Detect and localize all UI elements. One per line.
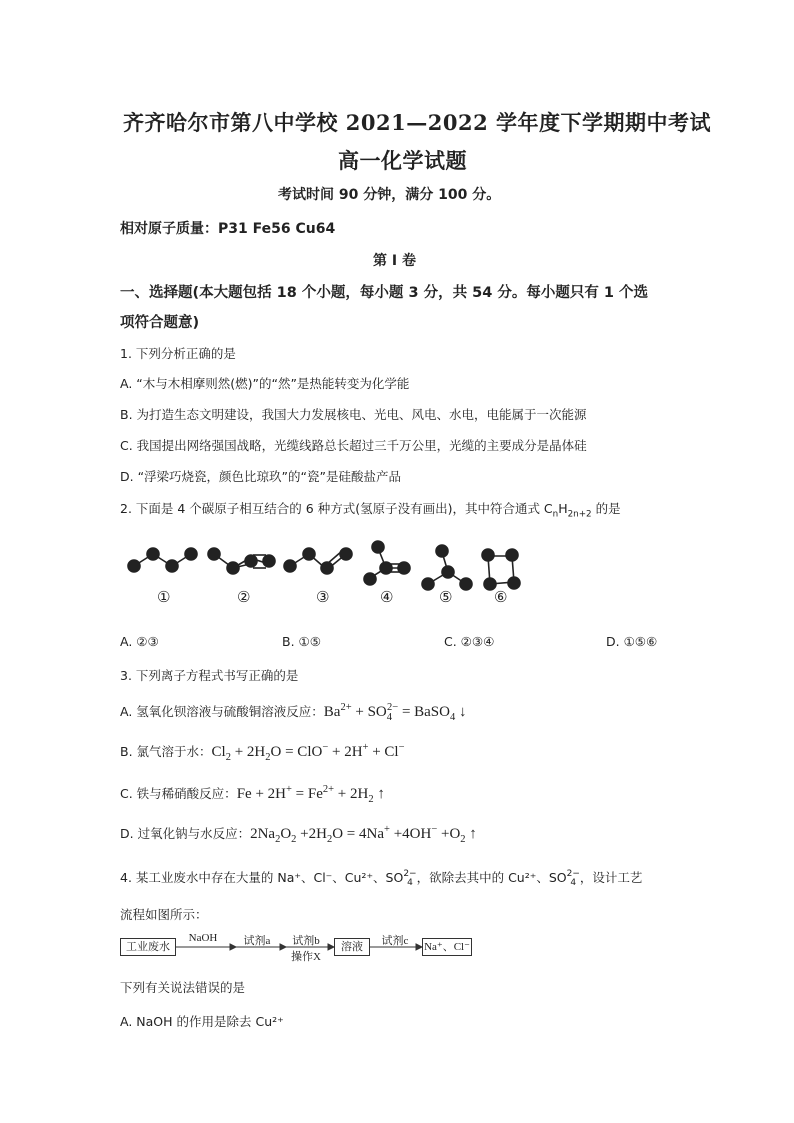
flow-arrows (172, 938, 472, 958)
q3-equation-a: $Ba^{2+} + SO_4^{2-}$ = BaSO$_4$ ↓ (323, 702, 467, 723)
structure-label-4: ④ (380, 588, 394, 606)
q1-stem: 1. 下列分析正确的是 (120, 346, 236, 361)
q3-equation-d: $2Na_2O_2 +2H_2O = 4Na^+ +4OH^- +O_2$ ↑ (250, 824, 477, 845)
q2-option-c: C. ②③④ (444, 634, 495, 649)
exam-title: 齐齐哈尔市第八中学校 2021—2022 学年度下学期期中考试 (123, 110, 712, 135)
flow-step3-top-label: 试剂b (292, 935, 320, 947)
q1-option-c: C. 我国提出网络强国战略，光缆线路总长超过三千万公里，光缆的主要成分是晶体硅 (120, 438, 587, 453)
atomic-mass: 相对原子质量：P31 Fe56 Cu64 (120, 221, 336, 237)
carbon-structures-figure (122, 538, 542, 618)
flow-end-box: Na⁺、Cl⁻ (422, 938, 472, 956)
flow-step4-label: 试剂c (381, 935, 409, 947)
q1-option-a: A. “木与木相摩则然(燃)”的“然”是热能转变为化学能 (120, 376, 410, 391)
flow-mid-box: 溶液 (334, 938, 370, 956)
q3-option-a: A. 氢氧化钡溶液与硫酸铜溶液反应：$Ba^{2+} + SO_4^{2-}$ = BaSO$_4$ ↓ (120, 702, 467, 723)
q3-equation-b: $Cl_2 + 2H_2O = ClO^- + 2H^+ + Cl^-$ (211, 742, 405, 763)
q4-stem-line2: 流程如图所示： (120, 907, 208, 922)
flow-start-box: 工业废水 (120, 938, 176, 956)
structure-label-6: ⑥ (494, 588, 508, 606)
q2-option-d: D. ①⑤⑥ (606, 634, 658, 649)
q2-option-a: A. ②③ (120, 634, 159, 649)
q4-stem: 4. 某工业废水中存在大量的 Na⁺、Cl⁻、Cu²⁺、SO2− 4 ，欲除去其中的 Cu²⁺、SO2− 4 ，设计工艺 (120, 868, 643, 888)
q2-option-b: B. ①⑤ (282, 634, 321, 649)
flow-step1-label: NaOH (188, 932, 218, 944)
q4-question: 下列有关说法错误的是 (120, 980, 246, 995)
q1-option-b: B. 为打造生态文明建设，我国大力发展核电、光电、风电、水电，电能属于一次能源 (120, 407, 587, 422)
structure-label-3: ③ (316, 588, 330, 606)
section-heading-line1: 一、选择题(本大题包括 18 个小题，每小题 3 分，共 54 分。每小题只有 1 个选 (120, 285, 649, 301)
exam-subtitle: 高一化学试题 (338, 148, 467, 173)
q4-option-a: A. NaOH 的作用是除去 Cu²⁺ (120, 1014, 284, 1029)
structure-label-2: ② (237, 588, 251, 606)
q3-stem: 3. 下列离子方程式书写正确的是 (120, 668, 299, 683)
structure-label-5: ⑤ (439, 588, 453, 606)
section-heading-line2: 项符合题意) (120, 315, 200, 331)
q3-equation-c: $Fe + 2H^+ = Fe^{2+} + 2H_2$ ↑ (236, 784, 385, 805)
q1-option-d: D. “浮梁巧烧瓷，颜色比琼玖”的“瓷”是硅酸盐产品 (120, 469, 401, 484)
q3-option-b: B. 氯气溶于水：$Cl_2 + 2H_2O = ClO^- + 2H^+ + Cl^-$ (120, 742, 405, 763)
q3-option-d: D. 过氧化钠与水反应：$2Na_2O_2 +2H_2O = 4Na^+ +4OH^- +O_2$ ↑ (120, 824, 477, 845)
volume-label: 第 I 卷 (373, 253, 416, 269)
q2-stem: 2. 下面是 4 个碳原子相互结合的 6 种方式(氢原子没有画出)，其中符合通式 $C_nH_{2n+2}$ 的是 (120, 501, 621, 520)
flow-step3-bottom-label: 操作X (291, 951, 321, 963)
q3-option-c: C. 铁与稀硝酸反应：$Fe + 2H^+ = Fe^{2+} + 2H_2$ ↑ (120, 784, 385, 805)
exam-info: 考试时间 90 分钟，满分 100 分。 (278, 187, 501, 203)
flow-step2-label: 试剂a (243, 935, 271, 947)
structure-label-1: ① (157, 588, 171, 606)
